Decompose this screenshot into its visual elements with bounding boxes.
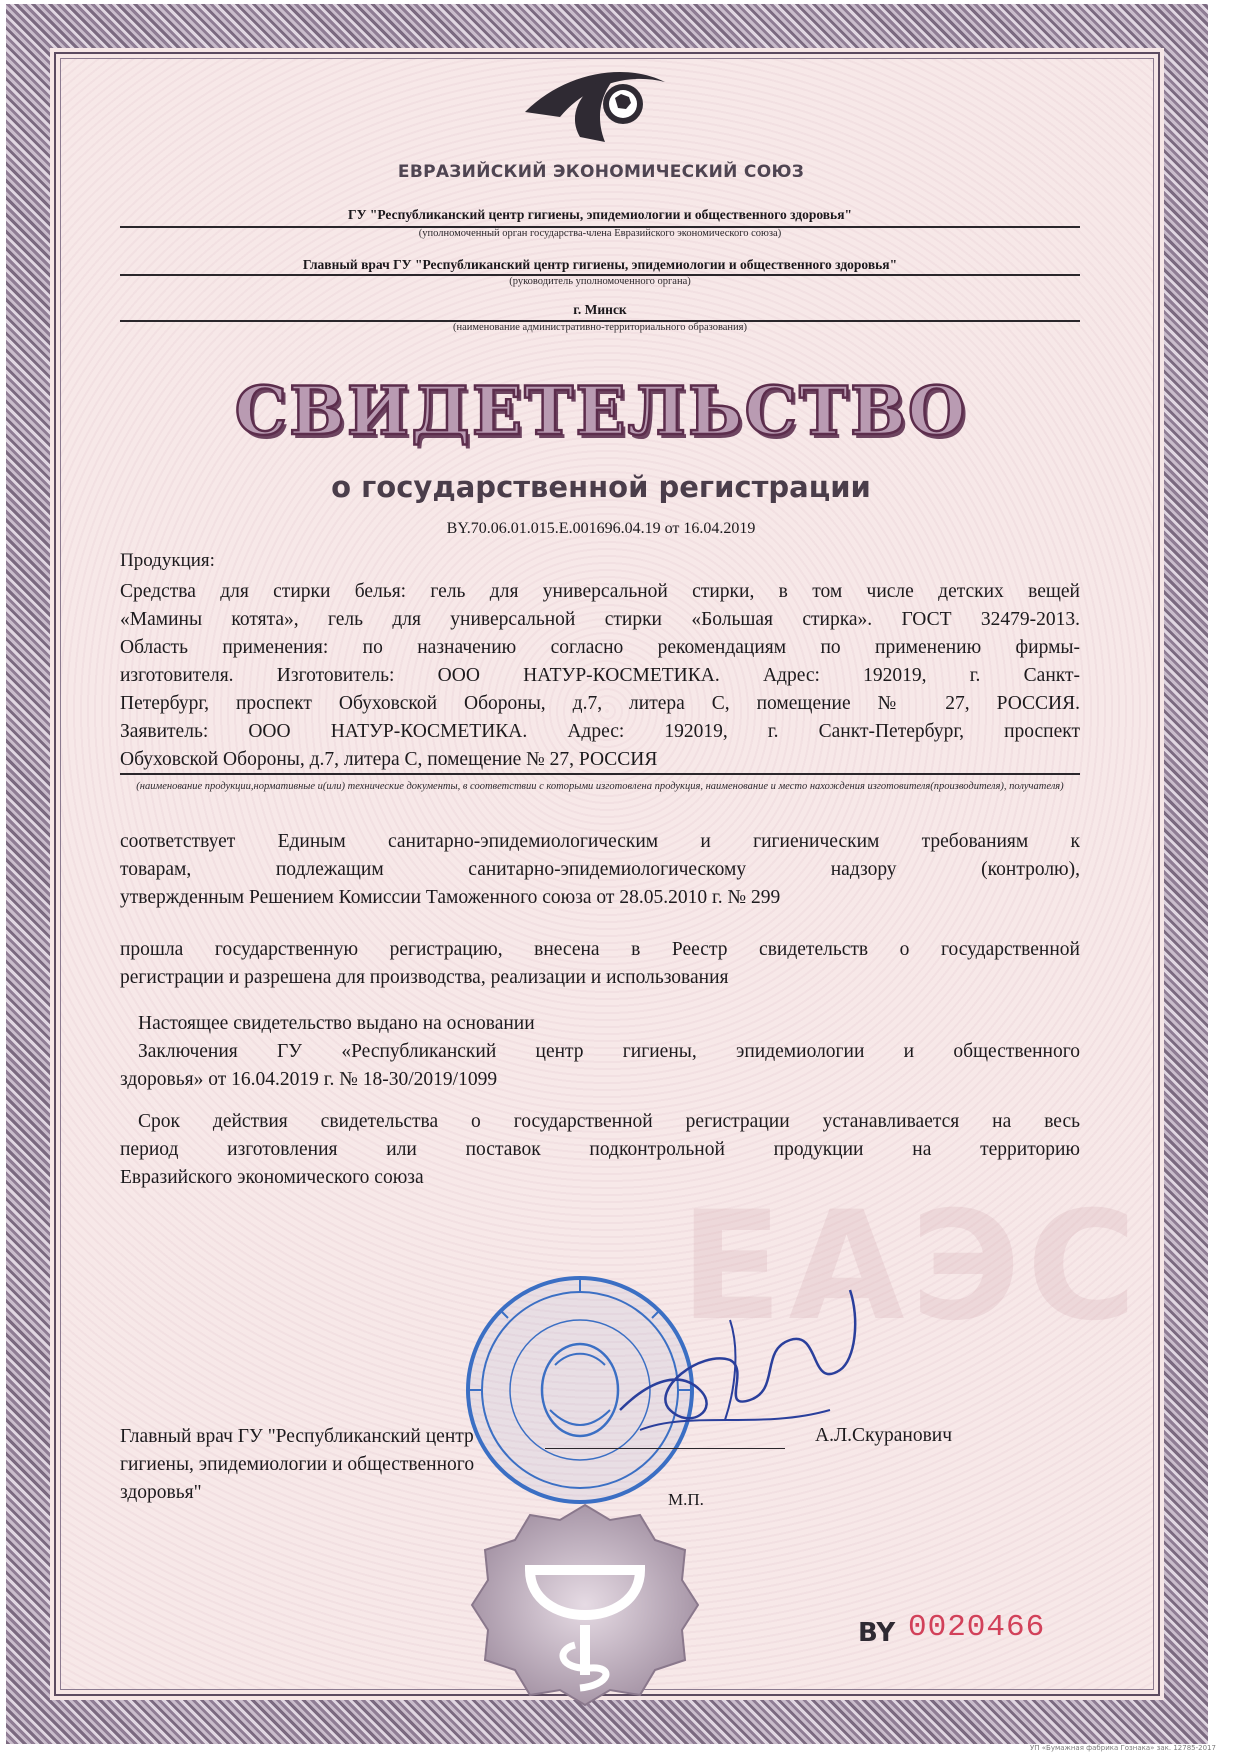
- city-caption: (наименование административно-территориального образования): [452, 322, 747, 333]
- authority-name: ГУ "Республиканский центр гигиены, эпидемиологии и общественного здоровья": [347, 207, 852, 222]
- validity-line: период изготовления или поставок подконтрольной продукции на территорию: [120, 1139, 1080, 1160]
- product-caption: (наименование продукции,нормативные и(или) технические документы, в соответствии с которыми изготовлена продукция, наименование и место нахождения изготовителя(производителя), получателя): [136, 781, 1064, 792]
- product-line: «Мамины котята», гель для универсальной стирки «Большая стирка». ГОСТ 32479-2013.: [120, 609, 1080, 630]
- product-description: [120, 578, 1080, 774]
- serial-prefix: BY: [858, 1618, 896, 1648]
- signature-line: [545, 1448, 785, 1449]
- eaeu-watermark: ЕАЭС: [680, 1180, 1143, 1354]
- certificate-title: СВИДЕТЕЛЬСТВО: [234, 372, 968, 450]
- signatory-position-line: Главный врач ГУ "Республиканский центр: [120, 1426, 474, 1447]
- union-name: ЕВРАЗИЙСКИЙ ЭКОНОМИЧЕСКИЙ СОЮЗ: [397, 162, 805, 182]
- signatory-position: [120, 1423, 474, 1507]
- basis-line: здоровья» от 16.04.2019 г. № 18-30/2019/1099: [120, 1069, 498, 1090]
- signatory-name: А.Л.Скуранович: [815, 1425, 953, 1446]
- registration-text: [120, 936, 1080, 992]
- product-line: Заявитель: ООО НАТУР-КОСМЕТИКА. Адрес: 192019, г. Санкт-Петербург, проспект: [120, 721, 1080, 742]
- product-rule: [120, 773, 1080, 775]
- conformity-text: [120, 828, 1080, 912]
- certificate-subtitle: о государственной регистрации: [331, 470, 871, 504]
- eaeu-logo-icon: [505, 42, 675, 162]
- basis-text: [120, 1010, 1080, 1094]
- stamp-place: М.П.: [668, 1490, 704, 1509]
- head-name: Главный врач ГУ "Республиканский центр гигиены, эпидемиологии и общественного здоровья": [302, 257, 898, 272]
- product-line: Петербург, проспект Обуховской Обороны, д.7, литера С, помещение № 27, РОССИЯ.: [120, 693, 1080, 714]
- signatory-position-line: здоровья": [120, 1482, 202, 1503]
- product-line: Обуховской Обороны, д.7, литера С, помещение № 27, РОССИЯ: [120, 749, 658, 770]
- product-line: Область применения: по назначению согласно рекомендациям по применению фирмы-: [120, 637, 1080, 658]
- city-name: г. Минск: [573, 302, 627, 317]
- printer-imprint: УП «Бумажная фабрика Гознака» зак. 12785-2017: [1030, 1744, 1216, 1752]
- hologram-sticker-icon: [470, 1500, 700, 1710]
- authority-caption: (уполномоченный орган государства-члена Евразийского экономического союза): [418, 228, 782, 239]
- signatory-position-line: гигиены, эпидемиологии и общественного: [120, 1454, 475, 1475]
- registration-line: регистрации и разрешена для производства, реализации и использования: [120, 967, 729, 988]
- head-caption: (руководитель уполномоченного органа): [509, 276, 691, 287]
- conformity-line: утвержденным Решением Комиссии Таможенного союза от 28.05.2010 г. № 299: [120, 887, 781, 908]
- registration-line: прошла государственную регистрацию, внесена в Реестр свидетельств о государственной: [120, 939, 1080, 960]
- product-line: изготовителя. Изготовитель: ООО НАТУР-КОСМЕТИКА. Адрес: 192019, г. Санкт-: [120, 665, 1080, 686]
- product-label: Продукция:: [120, 550, 215, 571]
- registration-number: BY.70.06.01.015.E.001696.04.19 от 16.04.2019: [446, 520, 756, 537]
- conformity-line: соответствует Единым санитарно-эпидемиологическим и гигиеническим требованиям к: [120, 831, 1080, 852]
- basis-line: Заключения ГУ «Республиканский центр гигиены, эпидемиологии и общественного: [138, 1041, 1080, 1062]
- serial-number: 0020466: [908, 1610, 1046, 1645]
- validity-line: Срок действия свидетельства о государственной регистрации устанавливается на весь: [138, 1111, 1080, 1132]
- basis-line: Настоящее свидетельство выдано на основании: [138, 1013, 535, 1034]
- product-line: Средства для стирки белья: гель для универсальной стирки, в том числе детских вещей: [120, 581, 1080, 602]
- validity-line: Евразийского экономического союза: [120, 1167, 424, 1188]
- conformity-line: товарам, подлежащим санитарно-эпидемиологическому надзору (контролю),: [120, 859, 1080, 880]
